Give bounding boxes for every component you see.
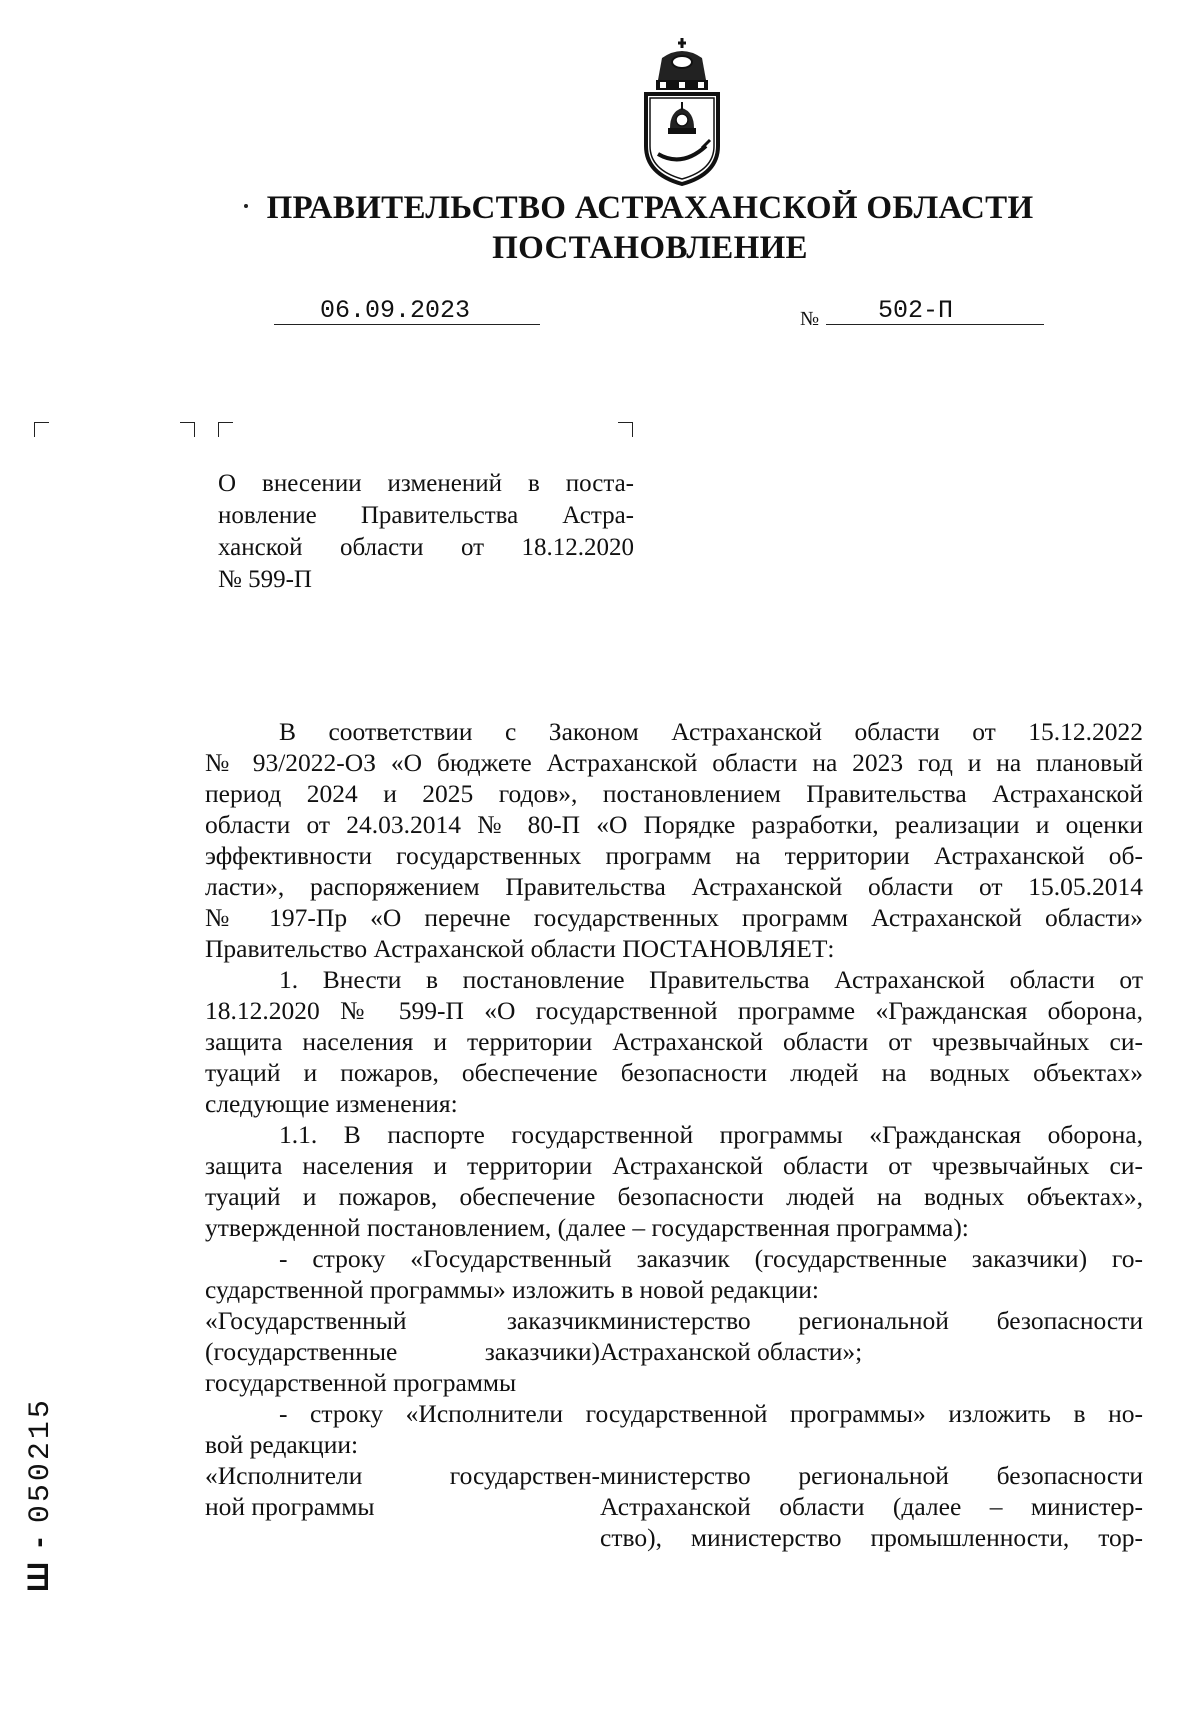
table-left-cell: [205, 1460, 600, 1553]
body-line: сударственной программы» изложить в новой редакции:: [205, 1275, 819, 1304]
body-line: № 197-Пр «О перечне государственных программ Астраханской области»: [205, 903, 1143, 932]
side-code-number: 050215: [24, 1397, 58, 1524]
table-left-cell: [205, 1305, 600, 1367]
subject-corner-left-a: [180, 422, 195, 437]
document-type-title: ПОСТАНОВЛЕНИЕ: [492, 230, 808, 266]
executors-row-table: [205, 1460, 1143, 1553]
body-line: туаций и пожаров, обеспечение безопасности людей на водных объектах»: [205, 1058, 1143, 1087]
table-line: государственной программы: [205, 1368, 517, 1397]
subject-line: О внесении изменений в поста-: [218, 470, 634, 497]
table-line: ной программы: [205, 1492, 375, 1521]
subject-corner-left-b: [218, 422, 233, 437]
body-line: № 93/2022-ОЗ «О бюджете Астраханской области на 2023 год и на плановый: [205, 748, 1143, 777]
document-subject: [218, 468, 634, 596]
table-line: министерство региональной безопасности: [600, 1306, 1143, 1335]
body-line: 18.12.2020 № 599-П «О государственной программе «Гражданская оборона,: [205, 996, 1143, 1025]
subject-line: № 599-П: [218, 566, 312, 593]
body-line: В соответствии с Законом Астраханской области от 15.12.2022: [279, 717, 1143, 746]
number-sign: №: [800, 308, 820, 330]
side-registration-code: [22, 1397, 58, 1592]
left-margin-corner: [34, 422, 49, 437]
body-line: 1. Внести в постановление Правительства Астраханской области от: [279, 965, 1143, 994]
body-line: туаций и пожаров, обеспечение безопасности людей на водных объектах»,: [205, 1182, 1143, 1211]
date-underline: [274, 324, 540, 325]
document-date: 06.09.2023: [320, 296, 471, 325]
organization-title: ПРАВИТЕЛЬСТВО АСТРАХАНСКОЙ ОБЛАСТИ: [266, 190, 1034, 226]
body-line: защита населения и территории Астраханской области от чрезвычайных си-: [205, 1151, 1143, 1180]
table-line: Астраханской области»;: [600, 1337, 863, 1366]
body-line: период 2024 и 2025 годов», постановлением Правительства Астраханской: [205, 779, 1143, 808]
table-right-cell: [600, 1460, 1143, 1553]
table-line: (государственные заказчики): [205, 1337, 600, 1366]
subject-corner-right: [618, 422, 633, 437]
side-code-prefix: Ш -: [22, 1534, 55, 1592]
body-line: области от 24.03.2014 № 80-П «О Порядке разработки, реализации и оценки: [205, 810, 1143, 839]
paragraph-item-1-1: [205, 1119, 1143, 1243]
body-line: защита населения и территории Астраханской области от чрезвычайных си-: [205, 1027, 1143, 1056]
body-line: - строку «Исполнители государственной программы» изложить в но-: [279, 1399, 1143, 1428]
document-number: 502-П: [878, 296, 954, 325]
table-line: Астраханской области (далее – министер-: [600, 1492, 1143, 1521]
table-line: министерство региональной безопасности: [600, 1461, 1143, 1490]
body-line: следующие изменения:: [205, 1089, 458, 1118]
customer-row-table: [205, 1305, 1143, 1367]
body-line: Правительство Астраханской области ПОСТАНОВЛЯЕТ:: [205, 934, 835, 963]
body-line: эффективности государственных программ на территории Астраханской об-: [205, 841, 1143, 870]
coat-of-arms-emblem: [640, 36, 724, 186]
body-line: - строку «Государственный заказчик (государственные заказчики) го-: [279, 1244, 1143, 1273]
table-line: «Исполнители государствен-: [205, 1461, 600, 1490]
table-right-cell: [600, 1305, 1143, 1367]
body-line: ласти», распоряжением Правительства Астраханской области от 15.05.2014: [205, 872, 1143, 901]
paragraph-preamble: [205, 716, 1143, 964]
body-line: 1.1. В паспорте государственной программы «Гражданская оборона,: [279, 1120, 1143, 1149]
document-body: [205, 716, 1143, 1553]
paragraph-executors-row-change: [205, 1398, 1143, 1460]
body-line: утвержденной постановлением, (далее – государственная программа):: [205, 1213, 969, 1242]
subject-line: ханской области от 18.12.2020: [218, 534, 634, 561]
table-line: «Государственный заказчик: [205, 1306, 600, 1335]
paragraph-item-1: [205, 964, 1143, 1119]
table-line: ство), министерство промышленности, тор-: [600, 1523, 1143, 1552]
number-underline: [826, 324, 1044, 325]
paragraph-customer-row-change: [205, 1243, 1143, 1305]
subject-line: новление Правительства Астра-: [218, 502, 634, 529]
body-line: вой редакции:: [205, 1430, 359, 1459]
